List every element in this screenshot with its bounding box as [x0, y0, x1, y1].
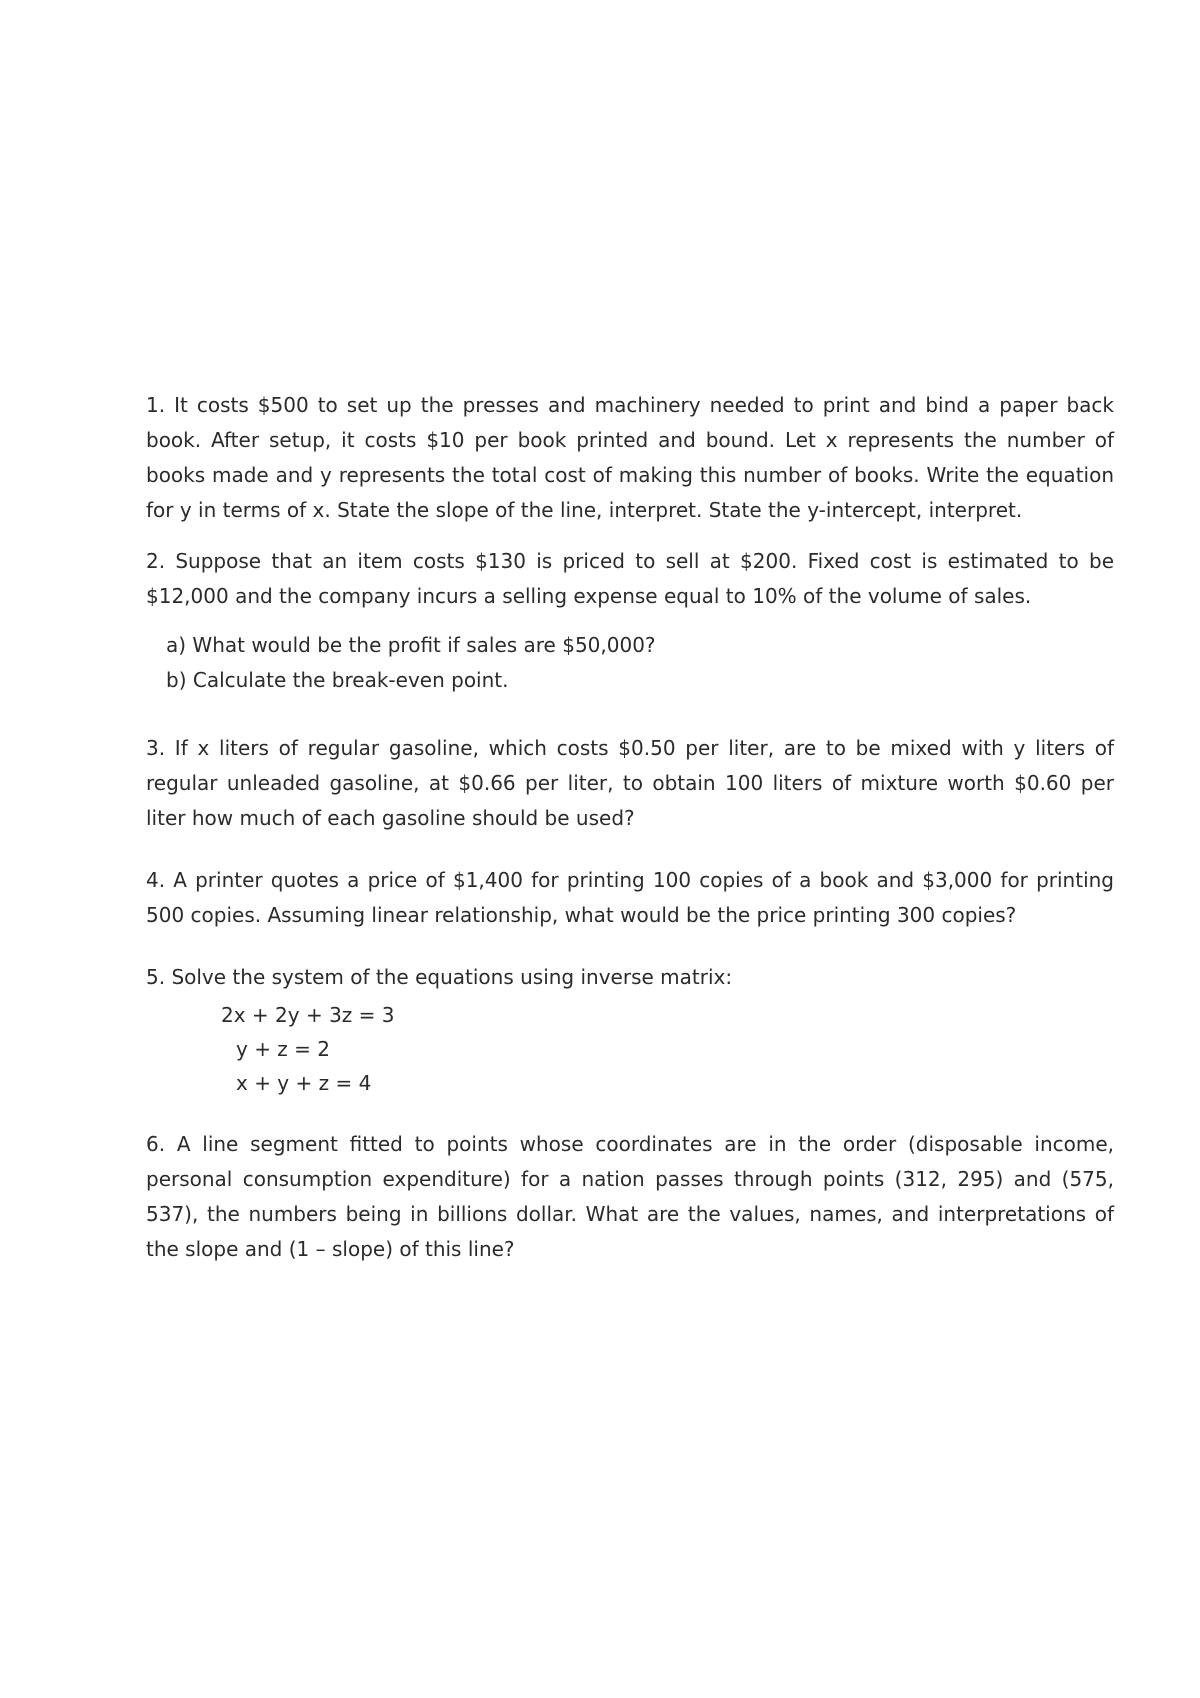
equation-2: y + z = 2	[236, 1037, 331, 1061]
equation-3: x + y + z = 4	[236, 1071, 372, 1095]
equation-system	[146, 998, 1114, 1100]
question-4: 4. A printer quotes a price of $1,400 for printing 100 copies of a book and $3,000 for printing 500 copies. Assuming linear relationship, what would be the price printing 300 copies?	[146, 868, 1114, 927]
question-2: 2. Suppose that an item costs $130 is priced to sell at $200. Fixed cost is estimated to be $12,000 and the company incurs a selling expense equal to 10% of the volume of sales.	[146, 549, 1114, 608]
question-2-part-a: a) What would be the profit if sales are $50,000?	[166, 633, 656, 657]
question-1: 1. It costs $500 to set up the presses and machinery needed to print and bind a paper back book. After setup, it costs $10 per book printed and bound. Let x represents the number of books made and y represents the total cost of making this number of books. Write the equation for y in terms of x. State the slope of the line, interpret. State the y-intercept, interpret.	[146, 393, 1114, 522]
spacer	[146, 836, 1114, 863]
question-3: 3. If x liters of regular gasoline, which costs $0.50 per liter, are to be mixed with y liters of regular unleaded gasoline, at $0.66 per liter, to obtain 100 liters of mixture worth $0.60 per liter how much of each gasoline should be used?	[146, 736, 1114, 830]
worksheet	[146, 388, 1114, 1267]
spacer	[146, 933, 1114, 960]
question-2-parts	[146, 628, 1114, 698]
question-5: 5. Solve the system of the equations using inverse matrix:	[146, 965, 733, 989]
spacer	[146, 528, 1114, 544]
question-2-part-b: b) Calculate the break-even point.	[166, 668, 509, 692]
spacer	[146, 698, 1114, 731]
equation-1: 2x + 2y + 3z = 3	[221, 1003, 395, 1027]
spacer	[146, 1100, 1114, 1127]
question-6: 6. A line segment fitted to points whose coordinates are in the order (disposable income, personal consumption expenditure) for a nation passes through points (312, 295) and (575, 537), the numbers being in billions dollar. What are the values, names, and interpretations of the slope and (1 – slope) of this line?	[146, 1132, 1114, 1261]
